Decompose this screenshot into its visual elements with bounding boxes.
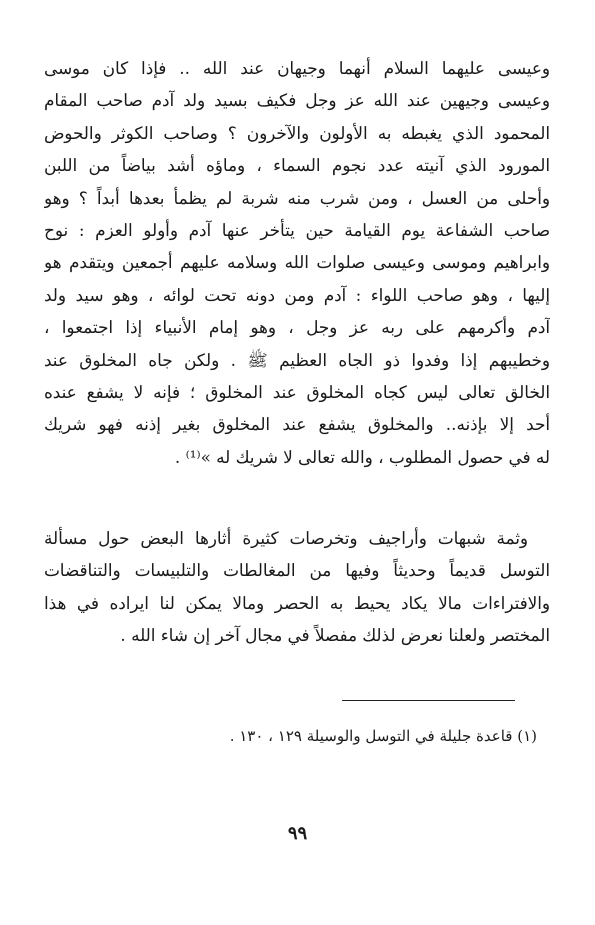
text-line: صاحب الشفاعة يوم القيامة حين يتأخر عنها آدم وأولو العزم : نوح [44, 219, 550, 240]
text-line: وابراهيم وموسى وعيسى صلوات الله وسلامه عليهم أجمعين ويتقدم هو [44, 252, 550, 273]
text-line: وأحلى من العسل ، ومن شرب منه شربة لم يظمأ بعدها أبداً ؟ وهو [44, 187, 550, 208]
text-line: آدم وأكرمهم على ربه عز وجل ، وهو إمام الأنبياء إذا اجتمعوا ، [44, 317, 550, 338]
text-line: وثمة شبهات وأراجيف وتخرصات كثيرة أثارها البعض حول مسألة [44, 528, 528, 548]
text-line: إليها ، وهو صاحب اللواء : آدم ومن دونه تحت لوائه ، وهو سيد ولد [44, 284, 550, 305]
text-line: المحمود الذي يغبطه به الأولون والآخرون ؟ وصاحب الكوثر والحوض [44, 122, 550, 143]
text-line: وخطيبهم إذا وفدوا ذو الجاه العظيم ﷺ . ولكن جاه المخلوق عند [44, 349, 550, 370]
text-line: له في حصول المطلوب ، والله تعالى لا شريك له »⁽¹⁾ . [174, 446, 550, 467]
text-line: المختصر ولعلنا نعرض لذلك مفصلاً في مجال آخر إن شاء الله . [120, 625, 550, 646]
text-line: الخالق تعالى ليس كجاه المخلوق عند المخلوق ؛ فإنه لا يشفع عنده [44, 381, 550, 402]
text-line: المورود الذي آنيته عدد نجوم السماء ، وماؤه أشد بياضاً من اللبن [44, 155, 550, 176]
footnote: (١) قاعدة جليلة في التوسل والوسيلة ١٢٩ ، ١٣٠ . [229, 727, 537, 745]
text-line: وعيسى وجيهين عند الله عز وجل فكيف بسيد ولد آدم صاحب المقام [44, 90, 550, 111]
text-line: أحد إلا بإذنه.. والمخلوق يشفع عند المخلوق بغير إذنه فهو شريك [44, 414, 550, 435]
text-line: والافتراءات مالا يكاد يحيط به الحصر ومالا يمكن لنا ايراده في هذا [44, 592, 550, 613]
page-number: ٩٩ [287, 823, 308, 844]
paragraph-main [44, 52, 550, 473]
text-line: التوسل قديماً وحديثاً وفيها من المغالطات والتلبيسات والتناقضات [44, 560, 550, 581]
paragraph-second [44, 522, 550, 652]
footnote-separator [342, 700, 515, 701]
text-line: وعيسى عليهما السلام أنهما وجيهان عند الله .. فإذا كان موسى [44, 58, 550, 78]
